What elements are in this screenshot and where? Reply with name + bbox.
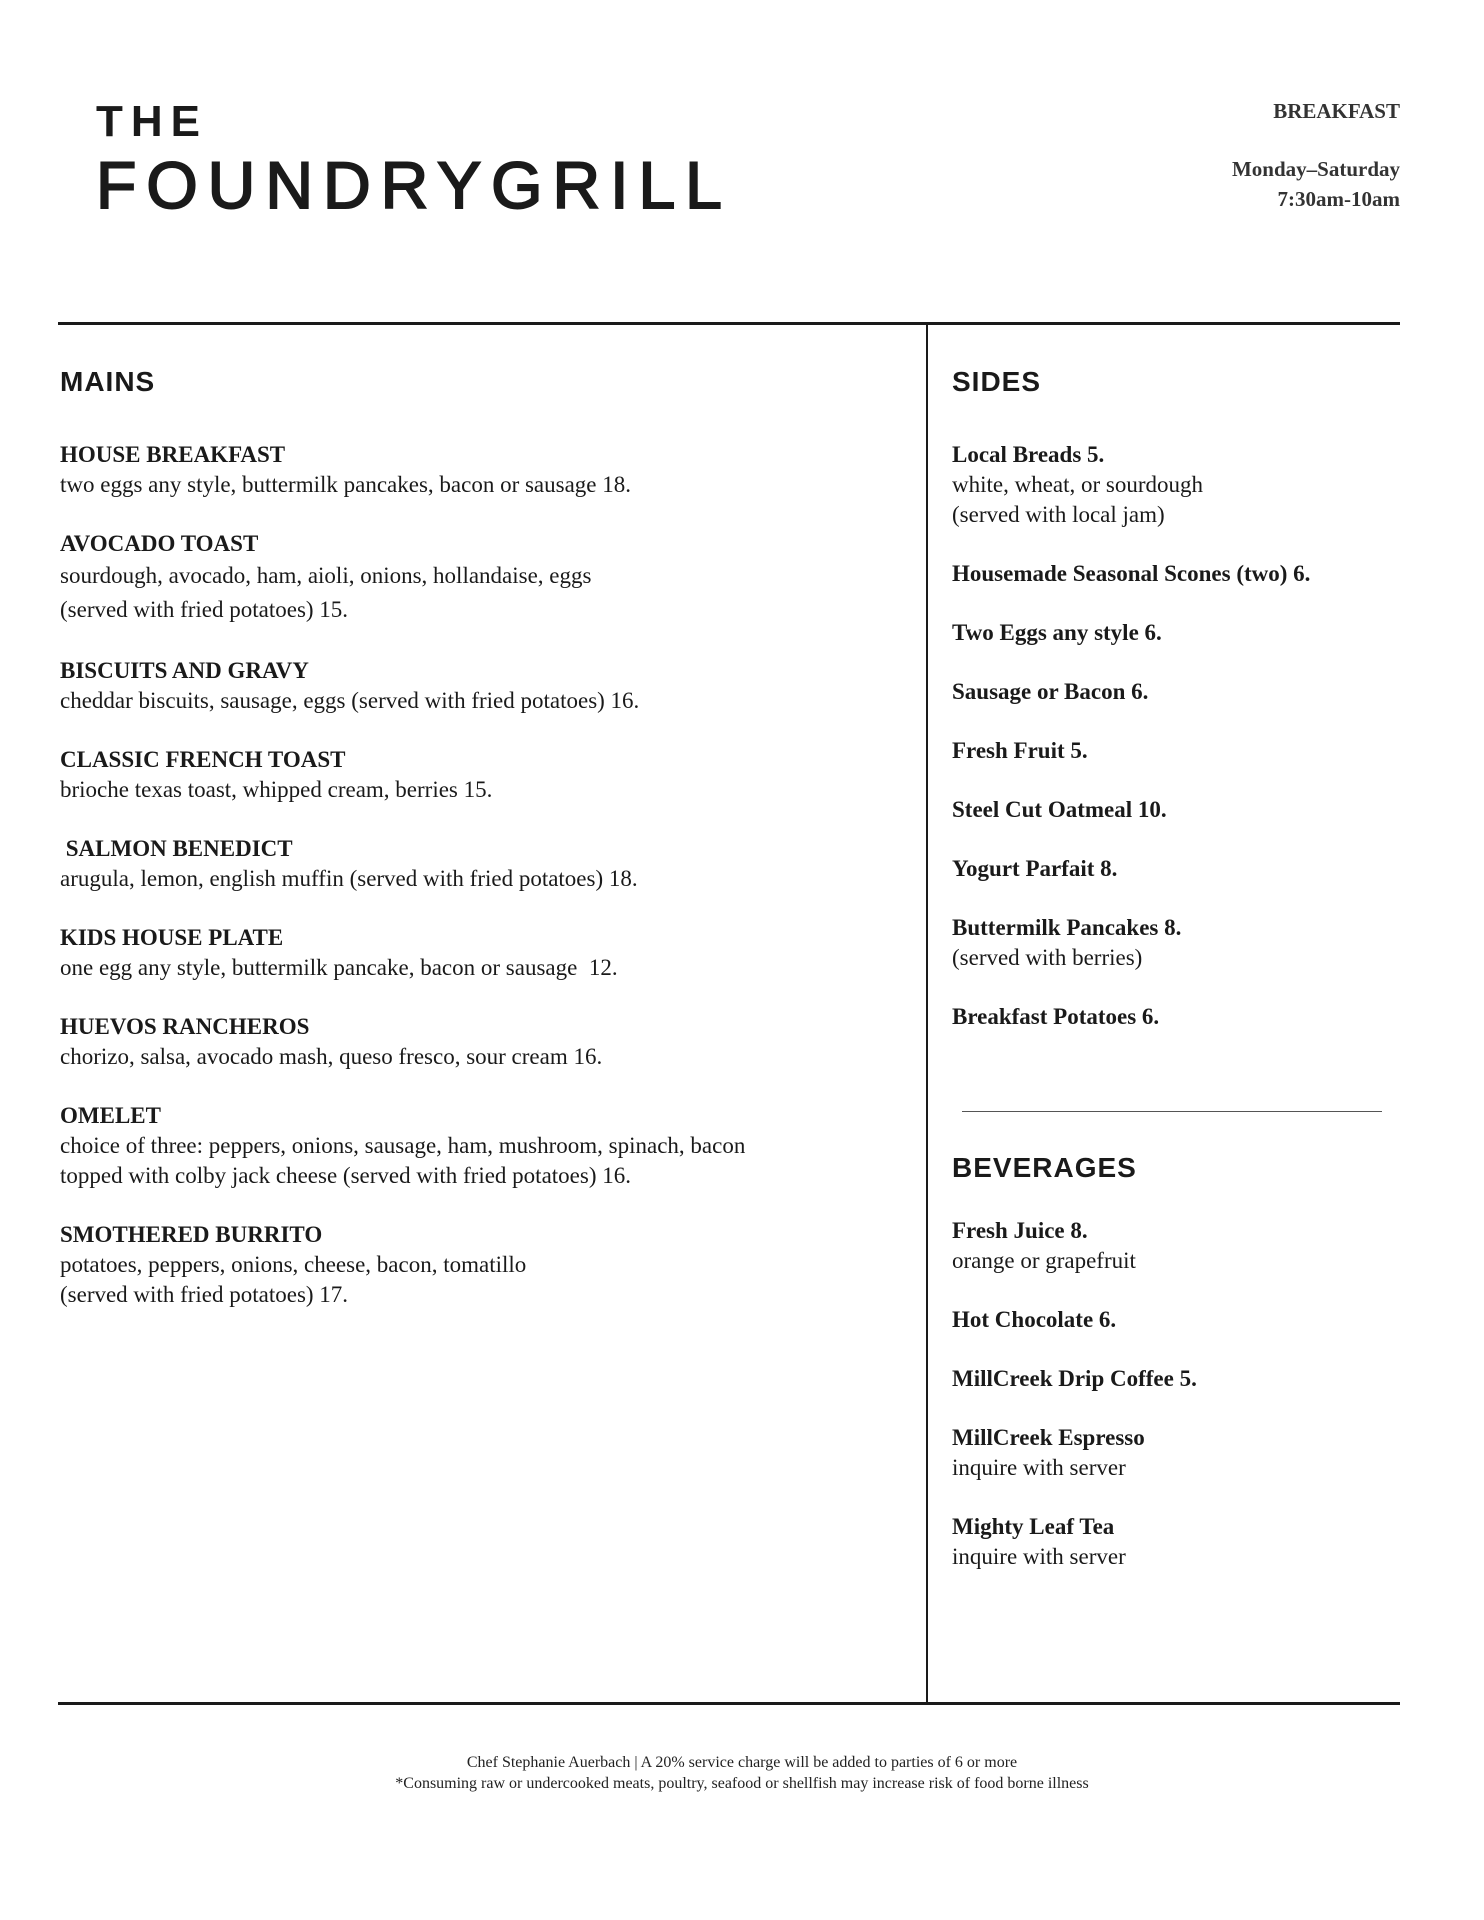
restaurant-logo <box>96 97 732 222</box>
item-name: Local Breads 5. <box>952 442 1105 467</box>
item-description: (served with berries) <box>952 945 1143 970</box>
item-description: inquire with server <box>952 1544 1126 1569</box>
menu-item <box>60 834 910 894</box>
item-description: choice of three: peppers, onions, sausage, ham, mushroom, spinach, bacon topped with colby jack cheese (served with fried potatoes) 16. <box>60 1133 746 1188</box>
item-name: MillCreek Drip Coffee 5. <box>952 1366 1197 1391</box>
mains-section <box>60 364 910 1339</box>
logo-line-name: FOUNDRYGRILL <box>96 148 732 222</box>
menu-item <box>60 440 910 500</box>
item-name: SALMON BENEDICT <box>60 836 293 861</box>
menu-item <box>952 1305 1382 1335</box>
item-description: arugula, lemon, english muffin (served with fried potatoes) 18. <box>60 866 638 891</box>
item-name: Mighty Leaf Tea <box>952 1514 1115 1539</box>
top-rule <box>58 322 1400 325</box>
menu-item <box>952 1512 1382 1572</box>
bottom-rule <box>58 1702 1400 1705</box>
menu-item <box>952 1364 1382 1394</box>
menu-item <box>952 1423 1382 1483</box>
column-divider <box>926 324 928 1704</box>
item-name: Breakfast Potatoes 6. <box>952 1004 1160 1029</box>
item-description: white, wheat, or sourdough (served with local jam) <box>952 472 1204 527</box>
item-name: CLASSIC FRENCH TOAST <box>60 747 346 772</box>
item-name: Fresh Fruit 5. <box>952 738 1088 763</box>
menu-item <box>60 529 910 627</box>
item-description: potatoes, peppers, onions, cheese, bacon, tomatillo (served with fried potatoes) 17. <box>60 1252 527 1307</box>
item-description: one egg any style, buttermilk pancake, bacon or sausage 12. <box>60 955 618 980</box>
item-name: Fresh Juice 8. <box>952 1218 1088 1243</box>
item-description: cheddar biscuits, sausage, eggs (served with fried potatoes) 16. <box>60 688 640 713</box>
menu-item <box>952 559 1382 589</box>
footer-notes <box>0 1752 1484 1794</box>
item-name: Housemade Seasonal Scones (two) 6. <box>952 561 1311 586</box>
item-name: Two Eggs any style 6. <box>952 620 1162 645</box>
beverages-section <box>952 1150 1382 1601</box>
item-description: sourdough, avocado, ham, aioli, onions, hollandaise, eggs (served with fried potatoes) 15. <box>60 563 592 622</box>
menu-item <box>60 656 910 716</box>
menu-item <box>60 1012 910 1072</box>
sides-title: SIDES <box>952 366 1042 397</box>
menu-item <box>60 745 910 805</box>
service-days: Monday–Saturday <box>1231 157 1400 181</box>
item-description: brioche texas toast, whipped cream, berries 15. <box>60 777 493 802</box>
item-name: AVOCADO TOAST <box>60 531 259 556</box>
item-name: Yogurt Parfait 8. <box>952 856 1118 881</box>
item-name: BISCUITS AND GRAVY <box>60 658 309 683</box>
menu-item <box>952 736 1382 766</box>
sides-section <box>952 364 1382 1061</box>
menu-item <box>60 923 910 983</box>
item-name: KIDS HOUSE PLATE <box>60 925 284 950</box>
menu-item <box>60 1220 910 1310</box>
item-name: Sausage or Bacon 6. <box>952 679 1149 704</box>
item-description: chorizo, salsa, avocado mash, queso fresco, sour cream 16. <box>60 1044 603 1069</box>
menu-item <box>952 913 1382 973</box>
menu-item <box>952 854 1382 884</box>
footer-disclaimer: *Consuming raw or undercooked meats, poultry, seafood or shellfish may increase risk of food borne illness <box>395 1775 1089 1792</box>
item-name: Buttermilk Pancakes 8. <box>952 915 1182 940</box>
meal-label: BREAKFAST <box>1273 99 1400 123</box>
item-name: MillCreek Espresso <box>952 1425 1145 1450</box>
service-time: 7:30am-10am <box>1277 187 1400 211</box>
menu-item <box>952 1002 1382 1032</box>
logo-line-the: THE <box>96 97 208 146</box>
footer-chef-line: Chef Stephanie Auerbach | A 20% service charge will be added to parties of 6 or more <box>466 1754 1018 1771</box>
menu-item <box>952 618 1382 648</box>
menu-item <box>952 677 1382 707</box>
sides-beverages-divider <box>962 1111 1382 1112</box>
item-description: orange or grapefruit <box>952 1248 1136 1273</box>
item-name: HOUSE BREAKFAST <box>60 442 286 467</box>
item-name: Hot Chocolate 6. <box>952 1307 1117 1332</box>
menu-item <box>60 1101 910 1191</box>
menu-item <box>952 1216 1382 1276</box>
item-name: OMELET <box>60 1103 161 1128</box>
item-description: two eggs any style, buttermilk pancakes, bacon or sausage 18. <box>60 472 632 497</box>
item-name: HUEVOS RANCHEROS <box>60 1014 310 1039</box>
item-description: inquire with server <box>952 1455 1126 1480</box>
beverages-title: BEVERAGES <box>952 1152 1137 1183</box>
item-name: SMOTHERED BURRITO <box>60 1222 323 1247</box>
mains-title: MAINS <box>60 366 156 397</box>
service-hours <box>1232 96 1400 214</box>
item-name: Steel Cut Oatmeal 10. <box>952 797 1167 822</box>
menu-item <box>952 795 1382 825</box>
menu-item <box>952 440 1382 530</box>
